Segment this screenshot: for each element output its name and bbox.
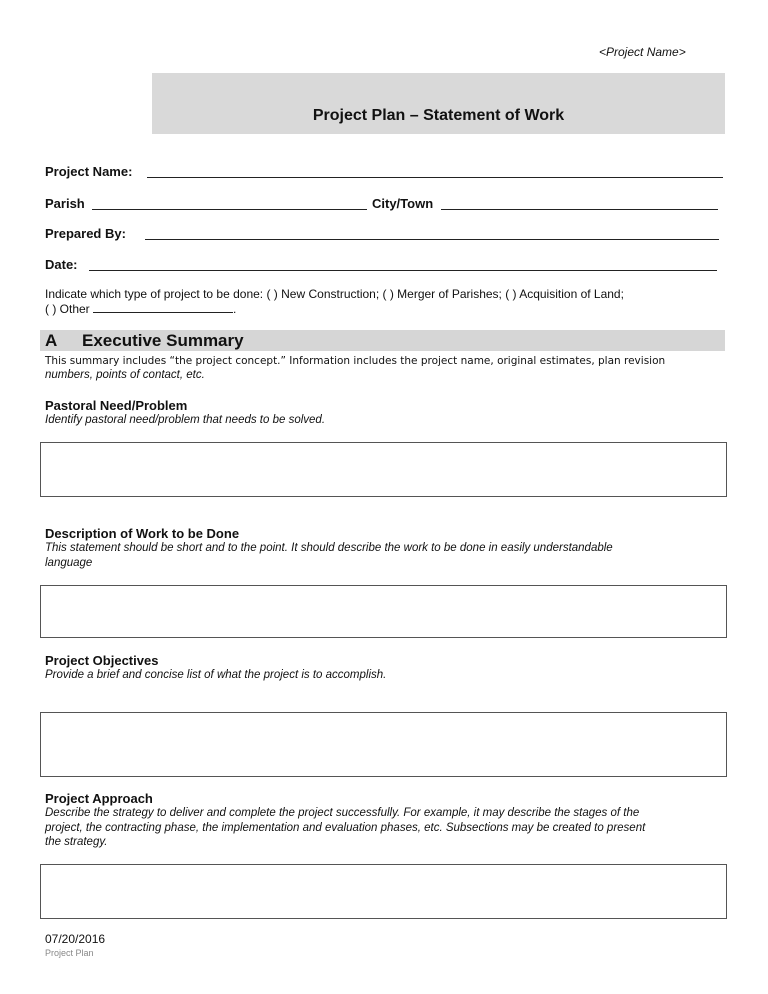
section-intro-line1: This summary includes “the project concept.” Information includes the project name, original estimates, plan revision — [45, 355, 666, 367]
description-instructions-line1: This statement should be short and to the point. It should describe the work to be done in easily understandable — [45, 542, 613, 554]
footer-doc-name: Project Plan — [45, 948, 94, 958]
section-title: Executive Summary — [82, 331, 244, 350]
pastoral-need-heading: Pastoral Need/Problem — [45, 398, 188, 413]
approach-instructions-line1: Describe the strategy to deliver and complete the project successfully. For example, it may describe the stages of the — [45, 807, 640, 819]
description-heading: Description of Work to be Done — [45, 526, 240, 541]
approach-instructions-line3: the strategy. — [45, 836, 108, 848]
date-field[interactable] — [89, 256, 717, 271]
parish-label: Parish — [45, 196, 85, 211]
title-banner — [152, 73, 725, 134]
approach-input[interactable] — [40, 864, 727, 919]
parish-field[interactable] — [92, 195, 367, 210]
page-title: Project Plan – Statement of Work — [312, 107, 565, 124]
project-type-prompt: Indicate which type of project to be done: ( ) New Construction; ( ) Merger of Parishes; ( ) Acquisition of Land; — [45, 287, 624, 301]
approach-instructions-line2: project, the contracting phase, the implementation and evaluation phases, etc. Subsections may be created to present — [45, 822, 646, 834]
description-input[interactable] — [40, 585, 727, 638]
date-label: Date: — [45, 257, 78, 272]
project-name-header: <Project Name> — [599, 45, 686, 59]
pastoral-need-instructions: Identify pastoral need/problem that needs to be solved. — [45, 414, 326, 426]
pastoral-need-input[interactable] — [40, 442, 727, 497]
project-name-label: Project Name: — [45, 164, 133, 179]
approach-heading: Project Approach — [45, 791, 153, 806]
objectives-input[interactable] — [40, 712, 727, 777]
description-instructions-line2: language — [45, 557, 93, 569]
section-intro-line2: numbers, points of contact, etc. — [45, 369, 205, 381]
other-field[interactable] — [93, 301, 233, 313]
section-header-bar — [40, 330, 725, 351]
section-letter: A — [45, 331, 58, 350]
prepared-by-label: Prepared By: — [45, 226, 126, 241]
city-town-label: City/Town — [372, 196, 434, 211]
project-type-other-row — [45, 301, 236, 316]
objectives-instructions: Provide a brief and concise list of what the project is to accomplish. — [45, 669, 387, 681]
city-town-field[interactable] — [441, 195, 718, 210]
prepared-by-field[interactable] — [145, 225, 719, 240]
project-name-field[interactable] — [147, 163, 723, 178]
other-option[interactable]: ( ) Other — [45, 302, 90, 316]
other-period: . — [233, 302, 237, 316]
objectives-heading: Project Objectives — [45, 653, 159, 668]
footer-date: 07/20/2016 — [45, 932, 106, 946]
